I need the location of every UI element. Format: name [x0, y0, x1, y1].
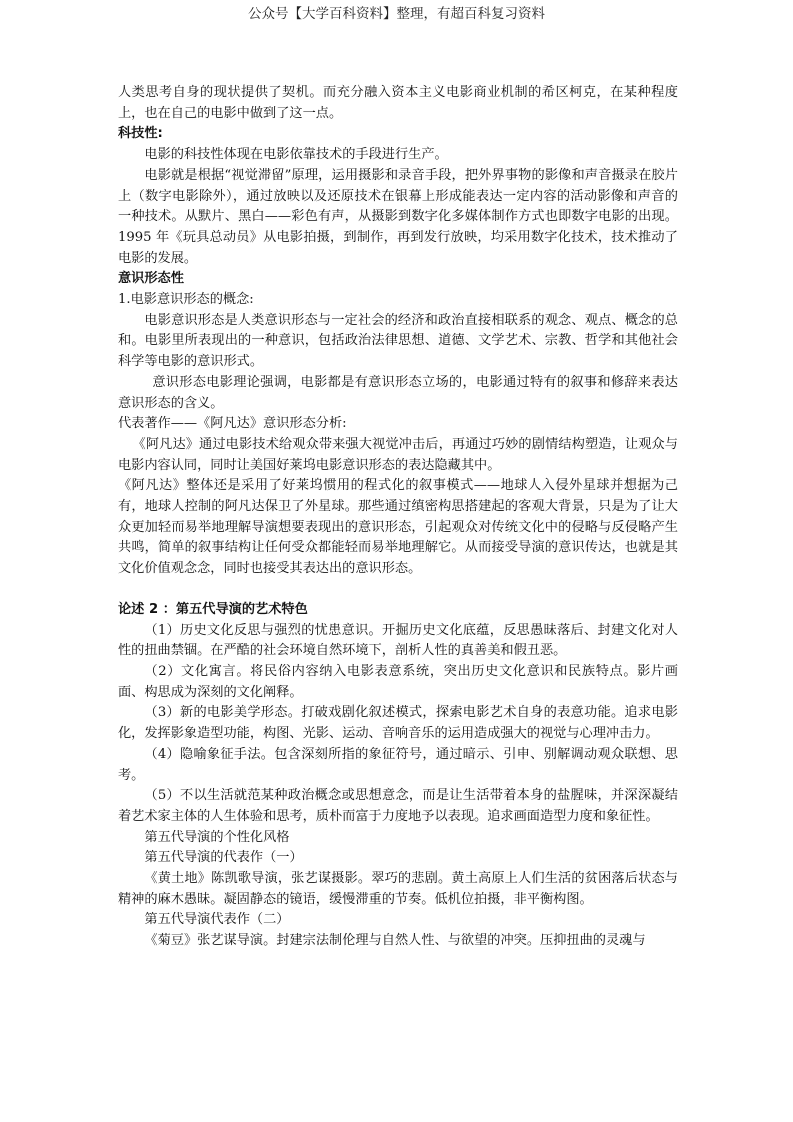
- list-item: （3）新的电影美学形态。打破戏剧化叙述模式，探索电影艺术自身的表意功能。追求电影化，发挥影象造型功能，构图、光影、运动、音响音乐的运用造成强大的视觉与心理冲击力。: [118, 705, 678, 742]
- section-heading: 意识形态性: [118, 271, 184, 287]
- paragraph: 1.电影意识形态的概念:: [118, 292, 254, 308]
- section-heading: 科技性:: [118, 126, 163, 142]
- paragraph: 《黄土地》陈凯歌导演，张艺谋摄影。翠巧的悲剧。黄土高原上人们生活的贫困落后状态与精神的麻木愚昧。凝固静态的镜语，缓慢滞重的节奏。低机位拍摄，非平衡构图。: [118, 871, 678, 907]
- paragraph: 《菊豆》张艺谋导演。封建宗法制伦理与自然人性、与欲望的冲突。压抑扭曲的灵魂与: [144, 933, 646, 949]
- list-item: （4）隐喻象征手法。包含深刻所指的象征符号，通过暗示、引申、别解调动观众联想、思考。: [118, 746, 678, 783]
- paragraph: 《阿凡达》通过电影技术给观众带来强大视觉冲击后，再通过巧妙的剧情结构塑造，让观众与电影内容认同，同时让美国好莱坞电影意识形态的表达隐藏其中。: [118, 436, 678, 473]
- paragraph: 第五代导演的个性化风格: [144, 829, 290, 845]
- section-heading: 论述 2 ：第五代导演的艺术特色: [118, 601, 308, 617]
- spacer: [118, 580, 678, 600]
- paragraph: 代表著作——《阿凡达》意识形态分析:: [118, 416, 347, 432]
- paragraph: 《阿凡达》整体还是采用了好莱坞惯用的程式化的叙事模式——地球人入侵外星球并想据为己有，地球人控制的阿凡达保卫了外星球。那些通过缜密构思搭建起的客观大背景，只是为了让大众更加轻而易举地理解导演想要表现出的意识形态，引起观众对传统文化中的侵略与反侵略产生共鸣，简单的叙事结构让任何受众都能轻而易举地理解它。从而接受导演的意识传达，也就是其文化价值观念念，同时也接受其表达出的意识形态。: [118, 478, 678, 577]
- paragraph: 电影意识形态是人类意识形态与一定社会的经济和政治直接相联系的观念、观点、概念的总和。电影里所表现出的一种意识，包括政治法律思想、道德、文学艺术、宗教、哲学和其他社会科学等电影的意识形式。: [118, 312, 678, 370]
- paragraph: 第五代导演的代表作（一）: [144, 850, 303, 866]
- document-body: [118, 83, 678, 952]
- paragraph: 电影就是根据“视觉滞留”原理，运用摄影和录音手段，把外界事物的影像和声音摄录在胶片上（数字电影除外），通过放映以及还原技术在银幕上形成能表达一定内容的活动影像和声音的一种技术。从默片、黑白——彩色有声，从摄影到数字化多媒体制作方式也即数字电影的出现。1995 年《玩具总动员》从电影拍摄，到制作，再到发行放映，均采用数字化技术，技术推动了电影的发展。: [118, 167, 678, 266]
- page-header: 公众号【大学百科资料】整理，有超百科复习资料: [248, 6, 545, 22]
- paragraph: 人类思考自身的现状提供了契机。而充分融入资本主义电影商业机制的希区柯克，在某种程度上，也在自己的电影中做到了这一点。: [118, 85, 678, 121]
- paragraph: 第五代导演代表作（二）: [144, 912, 290, 928]
- paragraph: 电影的科技性体现在电影依靠技术的手段进行生产。: [144, 147, 448, 163]
- list-item: （5）不以生活就范某种政治概念或思想意念，而是让生活带着本身的盐腥味，并深深凝结着艺术家主体的人生体验和思考，质朴而富于力度地予以表现。追求画面造型力度和象征性。: [118, 788, 678, 824]
- list-item: （2）文化寓言。将民俗内容纳入电影表意系统，突出历史文化意识和民族特点。影片画面、构思成为深刻的文化阐释。: [118, 663, 678, 700]
- list-item: （1）历史文化反思与强烈的忧患意识。开掘历史文化底蕴，反思愚昧落后、封建文化对人性的扭曲禁锢。在严酷的社会环境自然环境下，剖析人性的真善美和假丑恶。: [118, 622, 678, 659]
- paragraph: 意识形态电影理论强调，电影都是有意识形态立场的，电影通过特有的叙事和修辞来表达意识形态的含义。: [118, 374, 678, 411]
